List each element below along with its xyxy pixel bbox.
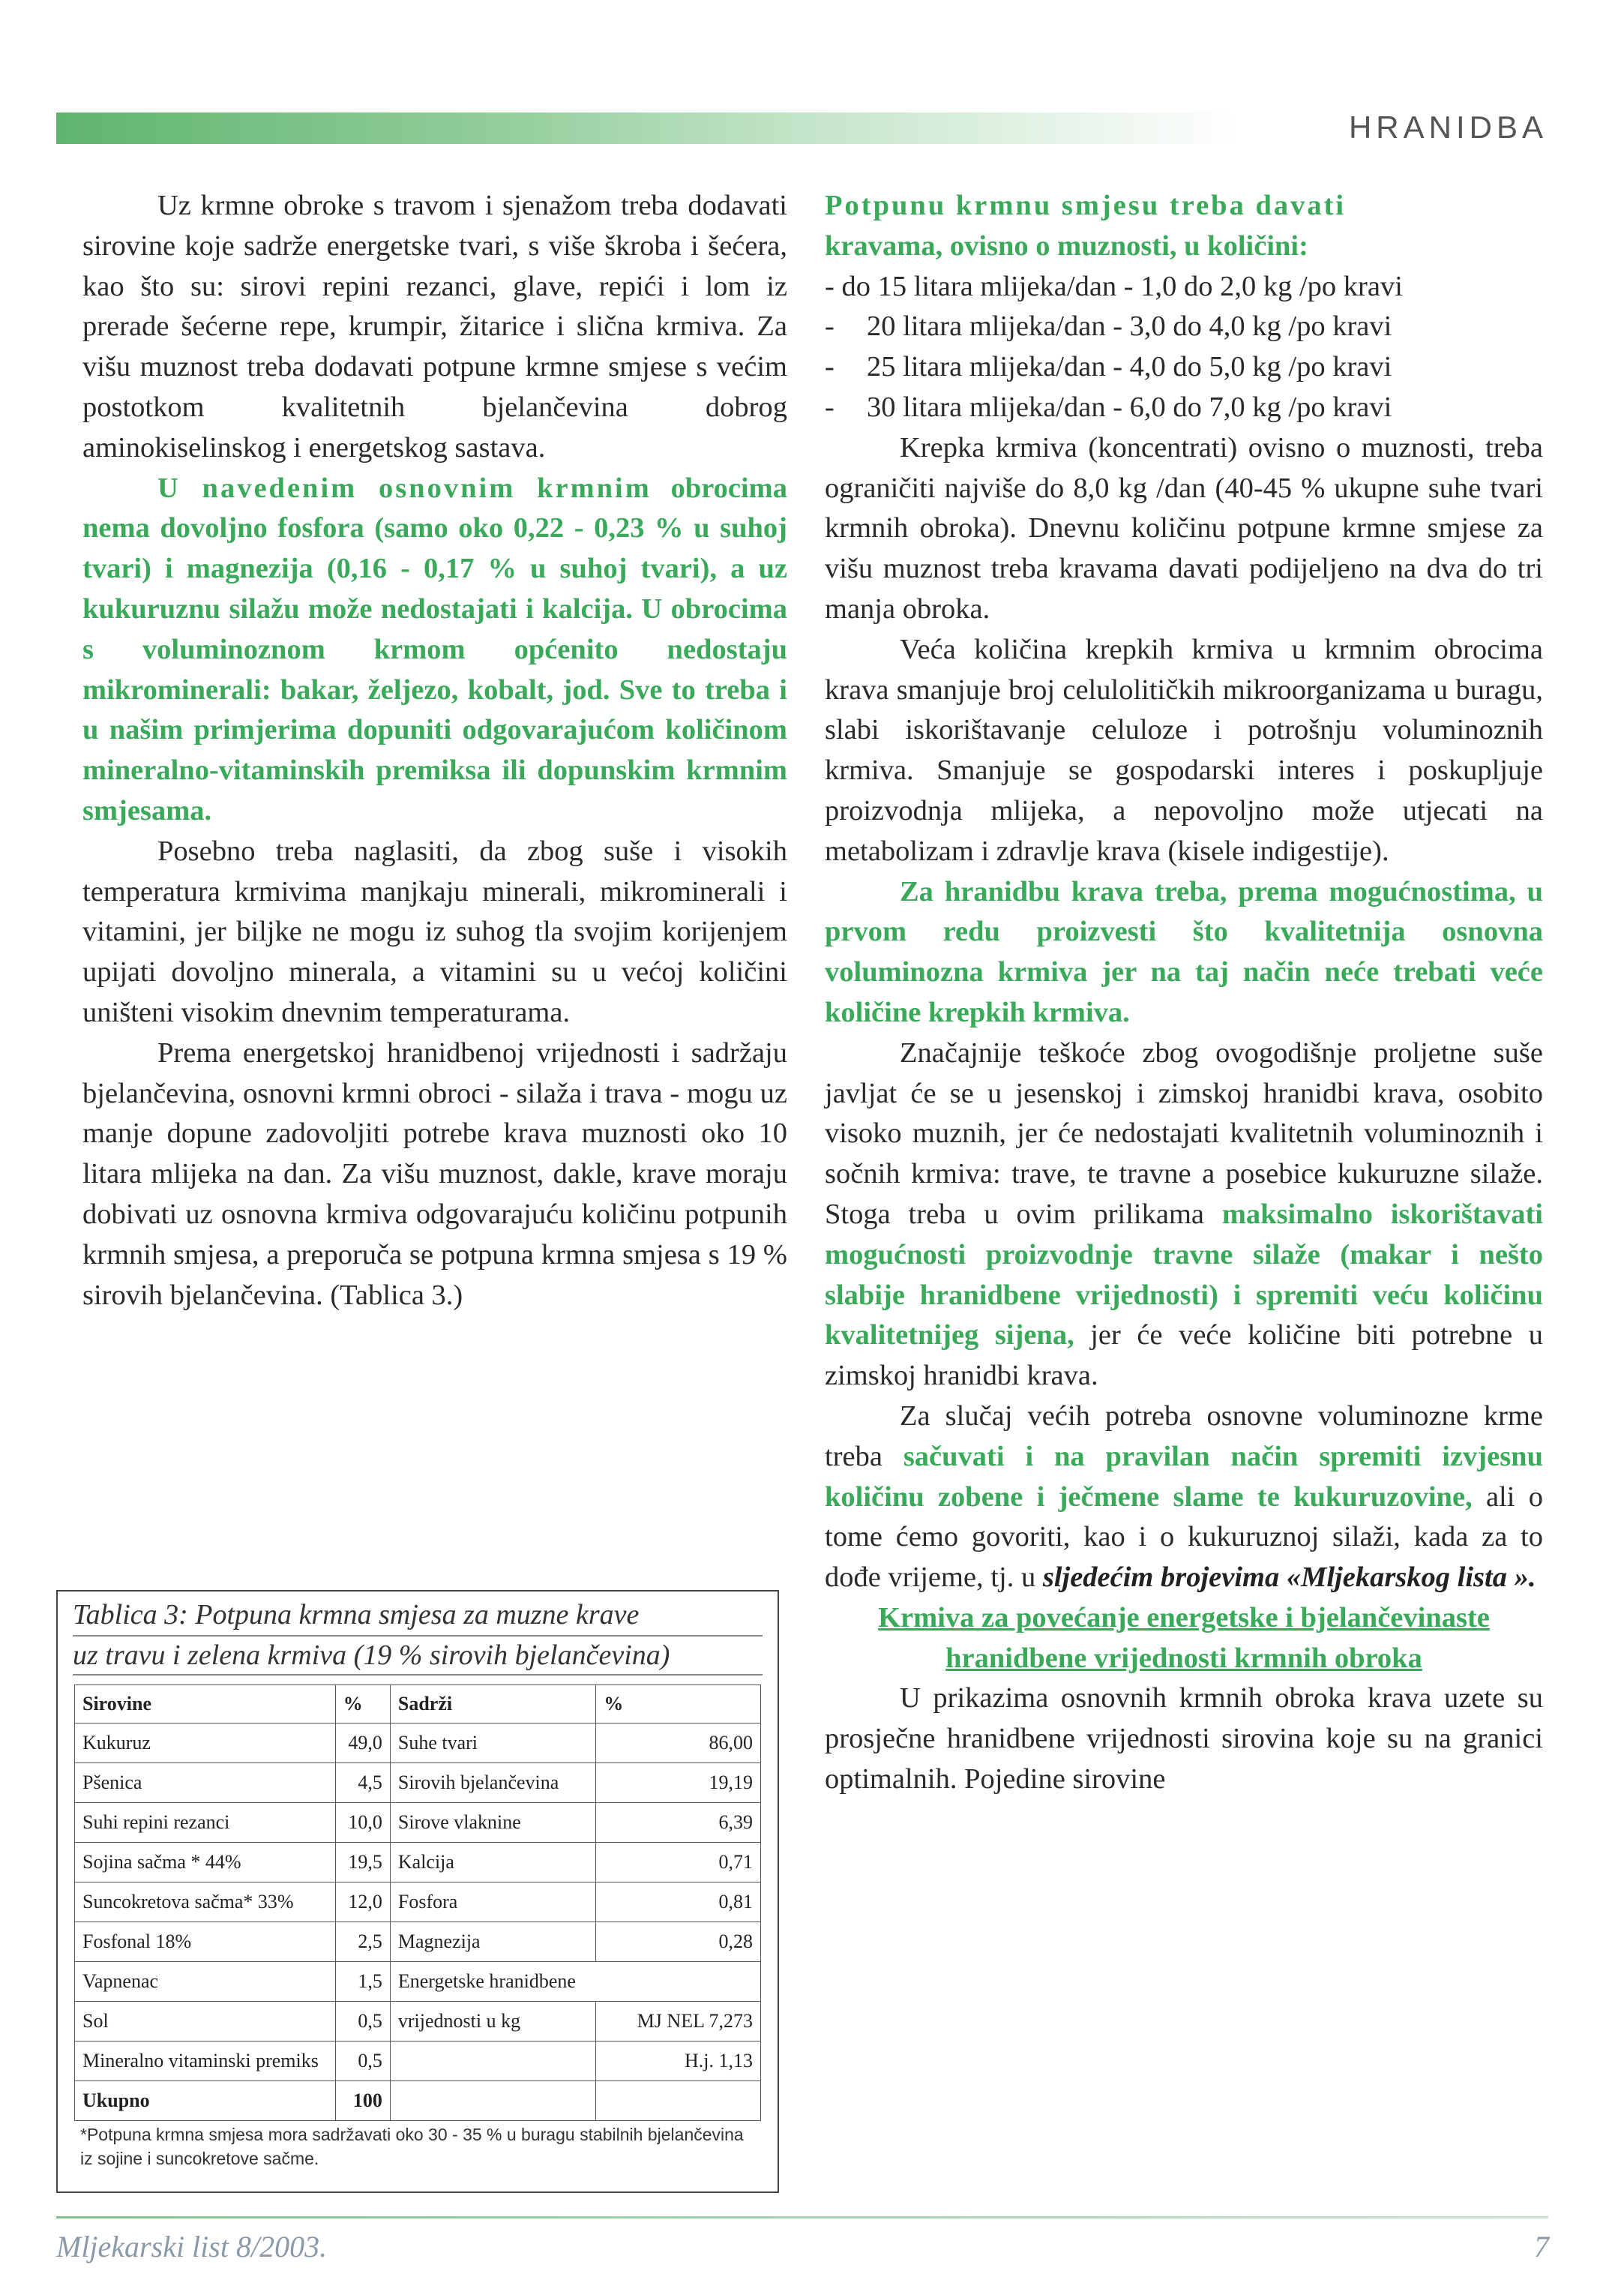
paragraph: Prema energetskoj hranidbenoj vrijednosti i sadržaju bjelančevina, osnovni krmni obroci - silaža i trava - mogu uz manje dopune zadovoljiti potrebe krava muznosti oko 10 litara mlijeka na dan. Za višu muznost, dakle, krave moraju dobivati uz osnovna krmiva odgovarajuću količinu potpunih krmnih smjesa, a preporuča se potpuna krmna smjesa s 19 % sirovih bjelančevina. (Tablica 3.) (82, 1036, 787, 1311)
table-row: Vapnenac 1,5 Energetske hranidbene (75, 1962, 761, 2002)
table-row: Fosfonal 18% 2,5 Magnezija 0,28 (75, 1922, 761, 1962)
right-column (825, 186, 1543, 1800)
table-row: Mineralno vitaminski premiks 0,5 H.j. 1,13 (75, 2042, 761, 2081)
paragraph: Veća količina krepkih krmiva u krmnim obrocima krava smanjuje broj celulolitičkih mikroorganizama u buragu, slabi iskorištavanje celuloze i potrošnju voluminoznih krmiva. Smanjuje se gospodarski interes i poskupljuje proizvodnja mlijeka, a nepovoljno može utjecati na metabolizam i zdravlje krava (kisele indigestije). (825, 633, 1543, 867)
paragraph-highlight: Za hranidbu krava treba, prema mogućnostima, u prvom redu proizvesti što kvalitetnija osnovna voluminozna krmiva jer na taj način neće trebati veće količine krepkih krmiva. (825, 875, 1543, 1028)
list-item: - do 15 litara mlijeka/dan - 1,0 do 2,0 kg /po kravi (825, 270, 1403, 302)
left-column (82, 186, 787, 1316)
dose-list (825, 267, 1543, 428)
paragraph: Posebno treba naglasiti, da zbog suše i visokih temperatura krmivima manjkaju minerali, mikrominerali i vitamini, jer biljke ne mogu iz suhog tla svojim korijenjem upijati dovoljno minerala, a vitamini su u većoj količini uništeni visokim dnevnim temperaturama. (82, 835, 787, 1028)
table-row: Suhi repini rezanci 10,0 Sirove vlaknine 6,39 (75, 1803, 761, 1843)
table-header-row: Sirovine % Sadrži % (75, 1685, 761, 1724)
list-item: - 30 litara mlijeka/dan - 6,0 do 7,0 kg /po kravi (825, 391, 1392, 423)
journal-issue: Mljekarski list 8/2003. (56, 2230, 328, 2264)
table-footnote: *Potpuna krmna smjesa mora sadržavati oko 30 - 35 % u buragu stabilnih bjelančevina iz sojine i suncokretove sačme. (80, 2125, 744, 2168)
paragraph-highlight: U navedenim osnovnim krmnim obrocima nema dovoljno fosfora (samo oko 0,22 - 0,23 % u suhoj tvari) i magnezija (0,16 - 0,17 % u suhoj tvari), a uz kukuruznu silažu može nedostajati i kalcija. U obrocima s voluminoznom krmom općenito nedostaju mikrominerali: bakar, željezo, kobalt, jod. Sve to treba i u našim primjerima dopuniti odgovarajućom količinom mineralno-vitaminskih premiksa ili dopunskim krmnim smjesama. (82, 472, 788, 826)
table-3-box (56, 1590, 779, 2193)
paragraph: Uz krmne obroke s travom i sjenažom treba dodavati sirovine koje sadrže energetske tvari, s više škroba i šećera, kao što su: sirovi repini rezanci, glave, repići i lom iz prerade šećerne repe, krumpir, žitarice i slična krmiva. Za višu muznost treba dodavati potpune krmne smjese s većim postotkom kvalitetnih bjelančevina dobrog aminokiselinskog i energetskog sastava. (82, 190, 787, 464)
section-title: HRANIDBA (1348, 110, 1548, 145)
feed-mixture-table (74, 1684, 761, 2121)
table-row: Suncokretova sačma* 33% 12,0 Fosfora 0,81 (75, 1882, 761, 1922)
table-row: Sol 0,5 vrijednosti u kg MJ NEL 7,273 (75, 2002, 761, 2042)
table-total-row: Ukupno 100 (75, 2081, 761, 2121)
list-item: - 20 litara mlijeka/dan - 3,0 do 4,0 kg /po kravi (825, 310, 1392, 343)
paragraph: U prikazima osnovnih krmnih obroka krava uzete su prosječne hranidbene vrijednosti sirovina koje su na granici optimalnih. Pojedine sirovine (825, 1682, 1543, 1796)
table-row: Pšenica 4,5 Sirovih bjelančevina 19,19 (75, 1763, 761, 1803)
page-number: 7 (1534, 2230, 1549, 2264)
subheading: Krmiva za povećanje energetske i bjelančevinaste hranidbene vrijednosti krmnih obroka (878, 1601, 1490, 1674)
footer-rule (56, 2216, 1548, 2218)
header-color-bar (56, 112, 1241, 144)
table-row: Sojina sačma * 44% 19,5 Kalcija 0,71 (75, 1843, 761, 1882)
paragraph: Krepka krmiva (koncentrati) ovisno o muznosti, treba ograničiti najviše do 8,0 kg /dan (40-45 % ukupne suhe tvari krmnih obroka). Dnevnu količinu potpune krmne smjese za višu muznost treba kravama davati podijeljeno na dva do tri manja obroka. (825, 431, 1543, 625)
table-caption: Tablica 3: Potpuna krmna smjesa za muzne krave uz travu i zelena krmiva (19 % sirovih bjelančevina) (58, 1592, 778, 1676)
paragraph-heading: Potpunu krmnu smjesu treba davati kravama, ovisno o muznosti, u količini: (825, 190, 1347, 262)
table-row: Kukuruz 49,0 Suhe tvari 86,00 (75, 1724, 761, 1763)
list-item: - 25 litara mlijeka/dan - 4,0 do 5,0 kg /po kravi (825, 351, 1392, 383)
paragraph: Za slučaj većih potreba osnovne voluminozne krme treba sačuvati i na pravilan način spremiti izvjesnu količinu zobene i ječmene slame te kukuruzovine, ali o tome ćemo govoriti, kao i o kukuruznoj silaži, kada za to dođe vrijeme, tj. u sljedećim brojevima «Mljekarskog lista ». (825, 1400, 1543, 1594)
paragraph: Značajnije teškoće zbog ovogodišnje proljetne suše javljat će se u jesenskoj i zimskoj hranidbi krava, osobito visoko muznih, jer će nedostajati kvalitetnih voluminoznih i sočnih krmiva: trave, te travne a posebice kukuruzne silaže. Stoga treba u ovim prilikama maksimalno iskorištavati mogućnosti proizvodnje travne silaže (makar i nešto slabije hranidbene vrijednosti) i spremiti veću količinu kvalitetnijeg sijena, jer će veće količine biti potrebne u zimskoj hranidbi krava. (825, 1036, 1543, 1392)
